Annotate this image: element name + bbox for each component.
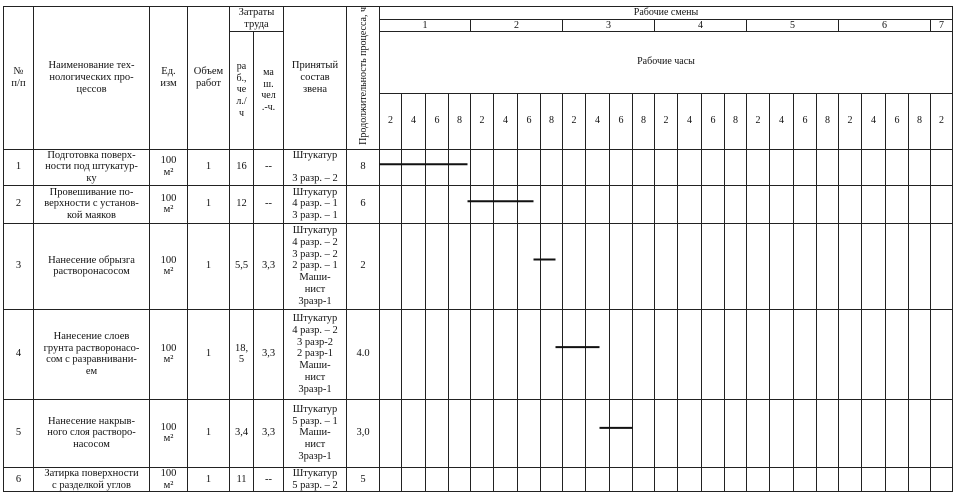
gantt-cell [817,185,839,223]
labor-machines: 3,3 [254,309,284,399]
gantt-cell [725,467,747,492]
labor-machines: -- [254,467,284,492]
process-name: Нанесение накрыв- ного слоя растворо- насосом [34,399,150,467]
crew: Штукатур 3 разр. – 2 [284,149,347,185]
gantt-cell [702,223,725,309]
gantt-cell [655,185,678,223]
gantt-cell [862,223,886,309]
gantt-cell [633,399,655,467]
gantt-cell [702,467,725,492]
hour-label: 8 [725,93,747,149]
gantt-cell [380,399,402,467]
gantt-cell [886,223,909,309]
gantt-cell [426,467,449,492]
duration: 5 [347,467,380,492]
process-name: Нанесение слоев грунта растворонасо- сом с разравнивани- ем [34,309,150,399]
unit: 100 м² [150,223,188,309]
hour-label: 8 [909,93,931,149]
gantt-cell [380,223,402,309]
gantt-cell [886,185,909,223]
hour-label: 8 [817,93,839,149]
volume: 1 [188,467,230,492]
gantt-cell [725,223,747,309]
gantt-cell [402,467,426,492]
gantt-cell [770,223,794,309]
gantt-cell [886,467,909,492]
gantt-cell [747,149,770,185]
header-duration: Продолжительность процесса, ч [347,7,380,150]
row-num: 2 [4,185,34,223]
hour-label: 8 [633,93,655,149]
gantt-cell [839,309,862,399]
gantt-cell [586,467,610,492]
gantt-cell [702,149,725,185]
gantt-cell [839,185,862,223]
gantt-cell [909,149,931,185]
duration: 6 [347,185,380,223]
gantt-cell [770,467,794,492]
gantt-cell [770,185,794,223]
gantt-cell [678,185,702,223]
shift-number: 3 [563,19,655,31]
gantt-cell [610,399,633,467]
gantt-cell [449,223,471,309]
header-labor-workers: ра б., че л./ ч [230,31,254,149]
volume: 1 [188,185,230,223]
hour-label: 4 [678,93,702,149]
gantt-cell [725,149,747,185]
header-labor: Затраты труда [230,7,284,32]
labor-workers: 5,5 [230,223,254,309]
gantt-cell [725,399,747,467]
shift-number: 6 [839,19,931,31]
gantt-cell [402,399,426,467]
crew: Штукатур 4 разр. – 2 3 разр. – 2 2 разр. – 1 Маши- нист 3разр-1 [284,223,347,309]
labor-workers: 18, 5 [230,309,254,399]
gantt-cell [909,223,931,309]
gantt-cell [402,309,426,399]
gantt-cell [931,309,953,399]
gantt-cell [794,149,817,185]
gantt-cell [747,185,770,223]
gantt-cell [747,223,770,309]
gantt-cell [518,309,541,399]
gantt-cell [725,309,747,399]
gantt-cell [610,309,633,399]
gantt-cell [725,185,747,223]
gantt-cell [909,309,931,399]
gantt-cell [747,309,770,399]
gantt-cell [518,467,541,492]
gantt-cell [563,223,586,309]
gantt-cell [839,223,862,309]
hour-label: 2 [380,93,402,149]
gantt-cell [747,399,770,467]
gantt-cell [541,149,563,185]
header-labor-machines: ма ш. чел .-ч. [254,31,284,149]
gantt-cell [494,185,518,223]
hour-label: 8 [449,93,471,149]
gantt-cell [586,309,610,399]
crew: Штукатур 5 разр. – 1 Маши- нист 3разр-1 [284,399,347,467]
gantt-cell [541,399,563,467]
row-num: 4 [4,309,34,399]
gantt-cell [471,223,494,309]
gantt-cell [471,467,494,492]
unit: 100 м² [150,309,188,399]
volume: 1 [188,149,230,185]
process-name: Провешивание по- верхности с установ- кой маяков [34,185,150,223]
row-num: 1 [4,149,34,185]
duration: 8 [347,149,380,185]
row-num: 5 [4,399,34,467]
gantt-cell [541,223,563,309]
gantt-cell [817,309,839,399]
gantt-cell [471,399,494,467]
gantt-cell [678,467,702,492]
gantt-cell [886,149,909,185]
gantt-cell [449,149,471,185]
gantt-cell [633,185,655,223]
gantt-cell [449,399,471,467]
gantt-cell [518,185,541,223]
crew: Штукатур 5 разр. – 2 [284,467,347,492]
hour-label: 4 [770,93,794,149]
gantt-cell [586,185,610,223]
process-name: Подготовка поверх- ности под штукатур- ку [34,149,150,185]
header-name: Наименование тех- нологических про- цессов [34,7,150,150]
gantt-cell [494,149,518,185]
header-num: № п/п [4,7,34,150]
gantt-cell [518,399,541,467]
gantt-cell [633,467,655,492]
gantt-cell [817,149,839,185]
gantt-cell [655,309,678,399]
gantt-cell [449,467,471,492]
process-name: Нанесение обрызга растворонасосом [34,223,150,309]
gantt-cell [610,467,633,492]
gantt-cell [633,223,655,309]
gantt-cell [862,185,886,223]
gantt-cell [471,185,494,223]
gantt-cell [817,223,839,309]
gantt-cell [794,309,817,399]
gantt-cell [494,467,518,492]
gantt-cell [449,309,471,399]
hour-label: 2 [931,93,953,149]
duration: 4.0 [347,309,380,399]
gantt-cell [471,309,494,399]
volume: 1 [188,223,230,309]
labor-machines: -- [254,149,284,185]
shift-number: 7 [931,19,953,31]
table-row [4,399,953,467]
gantt-cell [426,223,449,309]
gantt-cell [794,399,817,467]
duration: 3,0 [347,399,380,467]
gantt-cell [610,223,633,309]
crew: Штукатур 4 разр. – 2 3 разр-2 2 разр-1 Маши- нист 3разр-1 [284,309,347,399]
gantt-cell [563,185,586,223]
labor-workers: 12 [230,185,254,223]
gantt-cell [610,185,633,223]
hour-label: 2 [839,93,862,149]
gantt-cell [931,223,953,309]
hour-label: 6 [518,93,541,149]
shift-number: 2 [471,19,563,31]
gantt-cell [563,399,586,467]
gantt-cell [655,149,678,185]
row-num: 6 [4,467,34,492]
hour-label: 6 [702,93,725,149]
gantt-cell [380,149,402,185]
gantt-cell [494,399,518,467]
table-row [4,309,953,399]
gantt-cell [586,223,610,309]
hour-label: 8 [541,93,563,149]
table-row [4,223,953,309]
gantt-cell [931,399,953,467]
gantt-cell [541,467,563,492]
gantt-cell [380,309,402,399]
gantt-cell [518,223,541,309]
volume: 1 [188,399,230,467]
gantt-cell [655,223,678,309]
header-volume: Объем работ [188,7,230,150]
table-row [4,149,953,185]
process-name: Затирка поверхности с разделкой углов [34,467,150,492]
gantt-cell [770,309,794,399]
unit: 100 м² [150,185,188,223]
gantt-cell [770,149,794,185]
hour-label: 4 [586,93,610,149]
labor-machines: 3,3 [254,223,284,309]
header-crew: Принятый состав звена [284,7,347,150]
gantt-cell [862,149,886,185]
gantt-cell [794,467,817,492]
gantt-cell [563,149,586,185]
gantt-cell [563,467,586,492]
hour-label: 2 [747,93,770,149]
gantt-cell [402,185,426,223]
gantt-cell [633,149,655,185]
labor-workers: 11 [230,467,254,492]
gantt-cell [655,467,678,492]
gantt-cell [702,309,725,399]
hour-label: 2 [655,93,678,149]
gantt-cell [426,399,449,467]
gantt-cell [702,399,725,467]
labor-workers: 3,4 [230,399,254,467]
duration: 2 [347,223,380,309]
hour-label: 4 [862,93,886,149]
hour-label: 2 [471,93,494,149]
gantt-cell [541,309,563,399]
header-shifts: Рабочие смены [380,7,953,20]
schedule-table [3,6,953,492]
header-hours: Рабочие часы [380,31,953,93]
labor-machines: 3,3 [254,399,284,467]
crew: Штукатур 4 разр. – 1 3 разр. – 1 [284,185,347,223]
gantt-cell [909,467,931,492]
gantt-cell [794,223,817,309]
table-row [4,185,953,223]
shift-number: 5 [747,19,839,31]
header-unit: Ед. изм [150,7,188,150]
unit: 100 м² [150,399,188,467]
gantt-cell [380,185,402,223]
gantt-cell [886,399,909,467]
gantt-cell [817,467,839,492]
gantt-cell [586,399,610,467]
hour-label: 6 [426,93,449,149]
gantt-cell [563,309,586,399]
gantt-cell [471,149,494,185]
gantt-cell [494,309,518,399]
gantt-cell [402,223,426,309]
row-num: 3 [4,223,34,309]
hour-label: 4 [402,93,426,149]
gantt-cell [518,149,541,185]
gantt-cell [862,399,886,467]
gantt-cell [610,149,633,185]
volume: 1 [188,309,230,399]
gantt-cell [678,399,702,467]
gantt-cell [839,149,862,185]
gantt-cell [494,223,518,309]
gantt-cell [678,223,702,309]
gantt-cell [909,185,931,223]
table-row [4,467,953,492]
hour-label: 2 [563,93,586,149]
gantt-cell [426,185,449,223]
gantt-cell [770,399,794,467]
gantt-cell [655,399,678,467]
gantt-cell [678,149,702,185]
gantt-cell [909,399,931,467]
hour-label: 6 [610,93,633,149]
gantt-cell [702,185,725,223]
hour-label: 6 [794,93,817,149]
gantt-cell [633,309,655,399]
gantt-cell [747,467,770,492]
gantt-cell [862,309,886,399]
gantt-cell [931,149,953,185]
unit: 100 м² [150,467,188,492]
gantt-cell [794,185,817,223]
shift-number: 4 [655,19,747,31]
gantt-cell [862,467,886,492]
gantt-cell [839,467,862,492]
hour-label: 6 [886,93,909,149]
gantt-cell [931,185,953,223]
gantt-cell [839,399,862,467]
gantt-cell [402,149,426,185]
gantt-cell [541,185,563,223]
gantt-cell [586,149,610,185]
unit: 100 м² [150,149,188,185]
gantt-cell [817,399,839,467]
shift-number: 1 [380,19,471,31]
gantt-cell [380,467,402,492]
gantt-cell [678,309,702,399]
gantt-cell [449,185,471,223]
gantt-cell [886,309,909,399]
labor-workers: 16 [230,149,254,185]
hour-label: 4 [494,93,518,149]
gantt-cell [426,309,449,399]
gantt-cell [426,149,449,185]
labor-machines: -- [254,185,284,223]
gantt-cell [931,467,953,492]
